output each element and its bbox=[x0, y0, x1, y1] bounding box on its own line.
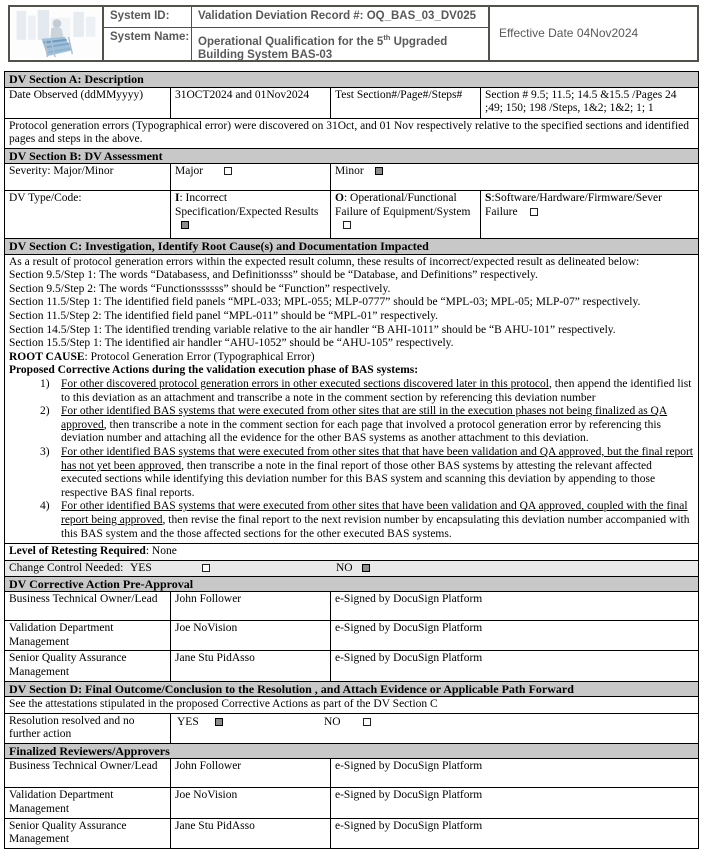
root-cause-text: : Protocol Generation Error (Typographical Error) bbox=[84, 350, 315, 363]
section-a-date-row bbox=[5, 88, 698, 119]
finalized-row bbox=[5, 759, 698, 788]
approver-role: Validation Department Management bbox=[5, 788, 171, 817]
resolution-yes-label: YES bbox=[177, 715, 199, 728]
approver-signature: e-Signed by DocuSign Platform bbox=[335, 819, 483, 832]
approver-role: Business Technical Owner/Lead bbox=[5, 759, 171, 787]
resolution-answer-cell bbox=[171, 714, 698, 743]
resolution-label: Resolution resolved and no further action bbox=[5, 714, 171, 743]
deviation-form-table bbox=[4, 71, 699, 849]
section-b-header: DV Section B: DV Assessment bbox=[5, 149, 698, 165]
severity-row bbox=[5, 164, 698, 191]
corrective-action-item: For other discovered protocol generation errors in other executed sections discovered later in this protocol, then append the identified list to this deviation as an attachment and transcribe a note in the comment section by referencing this deviation number bbox=[61, 378, 692, 404]
change-control-no-checkbox[interactable] bbox=[362, 564, 370, 572]
section-a-description-row bbox=[5, 119, 698, 149]
resolution-no-label: NO bbox=[324, 715, 341, 728]
change-control-yes-label: YES bbox=[130, 561, 152, 574]
pre-approval-header: DV Corrective Action Pre-Approval bbox=[5, 577, 698, 593]
section-c-header: DV Section C: Investigation, Identify Root Cause(s) and Documentation Impacted bbox=[5, 239, 698, 255]
logo-image bbox=[11, 8, 101, 59]
retesting-label: Level of Retesting Required bbox=[9, 545, 146, 558]
root-cause-line bbox=[9, 351, 694, 365]
major-label: Major bbox=[175, 165, 204, 178]
approver-name: John Follower bbox=[171, 592, 331, 620]
type-i-prefix: I bbox=[175, 192, 180, 205]
proposed-actions-title: Proposed Corrective Actions during the validation execution phase of BAS systems: bbox=[9, 364, 419, 377]
corrective-action-item: For other identified BAS systems that were executed from other sites that that have been validation and QA approved, but the final report has not yet been approved, then transcribe a note in the final report of those other BAS systems by attesting the relevant affected executed sections while identifying this deviation number for this BAS system and scanning this deviation by appending to those respective BAS final reports. bbox=[61, 446, 694, 499]
date-observed-value: 31OCT2024 and 01Nov2024 bbox=[171, 88, 331, 118]
root-cause-label: ROOT CAUSE bbox=[9, 350, 85, 363]
section-d-header: DV Section D: Final Outcome/Conclusion to the Resolution , and Attach Evidence or Applicable Path Forward bbox=[5, 682, 698, 698]
document-header bbox=[8, 5, 699, 62]
type-s-text: :Software/Hardware/Firmware/Sever Failure bbox=[485, 192, 662, 218]
approver-role: Senior Quality Assurance Management bbox=[5, 651, 171, 680]
section-d-note-row bbox=[5, 697, 698, 714]
pre-approval-row bbox=[5, 651, 698, 681]
resolution-yes-checkbox[interactable] bbox=[215, 718, 223, 726]
finding-line: Section 9.5/Step 1: The words “Databasess, and Definitionsss” should be “Database, and Definitions” respectively. bbox=[9, 269, 538, 282]
approver-signature: e-Signed by DocuSign Platform bbox=[335, 622, 483, 635]
approver-role: Senior Quality Assurance Management bbox=[5, 819, 171, 848]
corrective-action-item: For other identified BAS systems that were executed from other sites that are still in the execution phases not being finalized as QA approved, then transcribe a note in the comment section for each page that involved a protocol generation error by referencing this deviation number and attaching all the evidence for the other BAS systems as another attachment to this deviation. bbox=[61, 405, 668, 445]
dv-type-label: DV Type/Code: bbox=[5, 191, 171, 238]
finding-line: Section 11.5/Step 1: The identified field panels “MPL-033; MPL-055; MLP-0777” should be “MPL-03; MPL-05; MLP-07” respectively. bbox=[9, 296, 641, 309]
approver-signature: e-Signed by DocuSign Platform bbox=[335, 593, 483, 606]
corrective-actions-list bbox=[9, 378, 694, 541]
major-checkbox[interactable] bbox=[224, 167, 232, 175]
pre-approval-row bbox=[5, 592, 698, 621]
change-control-label: Change Control Needed: bbox=[9, 561, 124, 574]
severity-minor-cell bbox=[331, 164, 698, 190]
dv-type-row bbox=[5, 191, 698, 239]
dv-type-o-cell bbox=[331, 191, 481, 238]
investigation-intro: As a result of protocol generation errors within the expected result column, these results of incorrect/expected result as delineated below: bbox=[9, 255, 640, 268]
approver-name: John Follower bbox=[171, 759, 331, 787]
change-control-yes-checkbox[interactable] bbox=[202, 564, 210, 572]
section-c-body bbox=[5, 255, 698, 544]
resolution-row bbox=[5, 714, 698, 744]
approver-role: Business Technical Owner/Lead bbox=[5, 592, 171, 620]
corrective-action-item: For other identified BAS systems that were executed from other sites that have been validation and QA approved, coupled with the final report being approved, then revise the final report to the next revision number by encapsulating this deviation number accompanied with this BAS system and the those affected sections for the other executed BAS systems. bbox=[61, 500, 690, 540]
minor-checkbox[interactable] bbox=[375, 167, 383, 175]
severity-major-cell bbox=[171, 164, 331, 190]
minor-label: Minor bbox=[335, 165, 364, 178]
approver-role: Validation Department Management bbox=[5, 621, 171, 650]
description-text: Protocol generation errors (Typographical error) were discovered on 31Oct, and 01 Nov respectively relative to the specified sections and identified pages and steps in the above. bbox=[9, 119, 690, 146]
finding-line: Section 15.5/Step 1: The identified air handler “AHU-1052” should be “AHU-105” respectively. bbox=[9, 337, 454, 350]
system-id-label: System ID: bbox=[104, 7, 192, 27]
finalized-header: Finalized Reviewers/Approvers bbox=[5, 744, 698, 760]
retesting-row bbox=[5, 544, 698, 561]
header-system-info bbox=[104, 7, 490, 60]
approver-signature: e-Signed by DocuSign Platform bbox=[335, 760, 483, 773]
change-control-row bbox=[5, 561, 698, 577]
test-section-label: Test Section#/Page#/Steps# bbox=[331, 88, 481, 118]
type-i-checkbox[interactable] bbox=[181, 221, 189, 229]
effective-date: Effective Date 04Nov2024 bbox=[499, 25, 639, 40]
approver-signature: e-Signed by DocuSign Platform bbox=[335, 789, 483, 802]
test-section-value: Section # 9.5; 11.5; 14.5 &15.5 /Pages 24 ;49; 150; 198 /Steps, 1&2; 1&2; 1; 1 bbox=[485, 88, 677, 115]
type-o-prefix: O bbox=[335, 192, 344, 205]
approver-signature: e-Signed by DocuSign Platform bbox=[335, 652, 483, 665]
company-logo bbox=[10, 7, 104, 60]
type-o-checkbox[interactable] bbox=[343, 221, 351, 229]
finding-line: Section 14.5/Step 1: The identified trending variable relative to the air handler “B AHI-1011” should be “B AHU-101” respectively. bbox=[9, 323, 616, 336]
system-name-value: Operational Qualification for the 5th Upgraded Building System BAS-03 bbox=[198, 33, 448, 61]
change-control-no-label: NO bbox=[336, 561, 353, 574]
finding-line: Section 9.5/Step 2: The words “Functionssssss” should be “Function” respectively. bbox=[9, 282, 391, 295]
type-o-text: : Operational/Functional Failure of Equipment/System bbox=[335, 192, 471, 218]
section-d-note: See the attestations stipulated in the proposed Corrective Actions as part of the DV Section C bbox=[9, 698, 438, 711]
section-a-header: DV Section A: Description bbox=[5, 72, 698, 88]
finalized-row bbox=[5, 819, 698, 848]
approver-name: Jane Stu PidAsso bbox=[171, 651, 331, 680]
retesting-value: : None bbox=[145, 545, 177, 558]
type-s-checkbox[interactable] bbox=[530, 208, 538, 216]
date-observed-label: Date Observed (ddMMyyyy) bbox=[5, 88, 171, 118]
record-number-value: Validation Deviation Record #: OQ_BAS_03_DV025 bbox=[198, 10, 477, 22]
approver-name: Jane Stu PidAsso bbox=[171, 819, 331, 848]
dv-type-s-cell bbox=[481, 191, 698, 238]
finalized-row bbox=[5, 788, 698, 818]
system-name-label: System Name: bbox=[104, 28, 192, 62]
pre-approval-row bbox=[5, 621, 698, 651]
approver-name: Joe NoVision bbox=[171, 621, 331, 650]
resolution-no-checkbox[interactable] bbox=[363, 718, 371, 726]
type-s-prefix: S bbox=[485, 192, 492, 205]
dv-type-i-cell bbox=[171, 191, 331, 238]
approver-name: Joe NoVision bbox=[171, 788, 331, 817]
severity-label: Severity: Major/Minor bbox=[5, 164, 171, 190]
type-i-text: : Incorrect Specification/Expected Results bbox=[175, 192, 319, 218]
finding-line: Section 11.5/Step 2: The identified field panel “MPL-011” should be “MPL-01” respectively. bbox=[9, 310, 439, 323]
